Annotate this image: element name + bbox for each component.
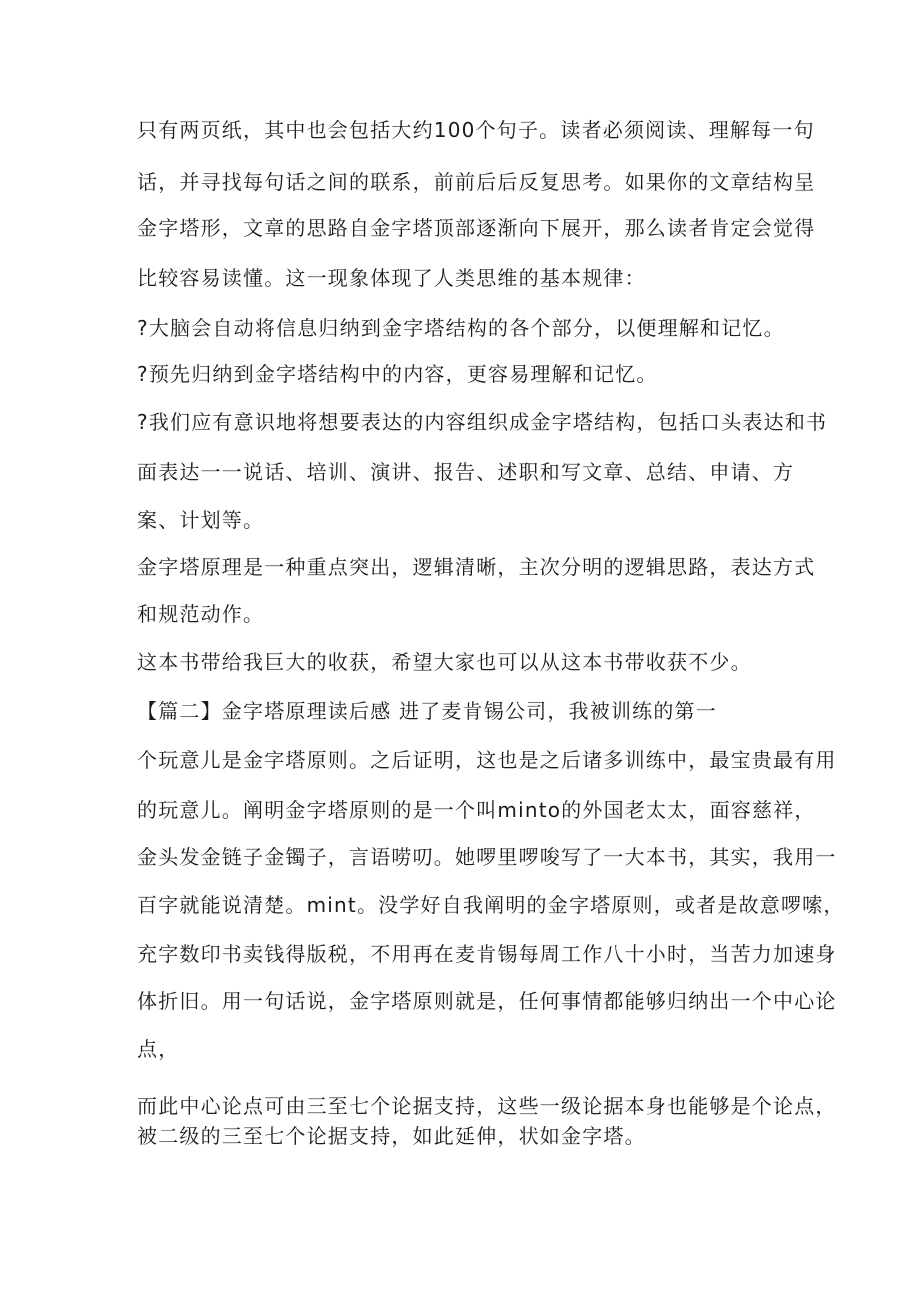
text-line: 百字就能说清楚。mint。没学好自我阐明的金字塔原则，或者是故意啰嗦， xyxy=(137,893,845,917)
text-line: 案、计划等。 xyxy=(137,508,265,532)
text-line: ?我们应有意识地将想要表达的内容组织成金字塔结构，包括口头表达和书 xyxy=(137,410,828,434)
text-line: 只有两页纸，其中也会包括大约100个句子。读者必须阅读、理解每一句 xyxy=(137,118,815,142)
text-line: 面表达一一说话、培训、演讲、报告、述职和写文章、总结、申请、方 xyxy=(137,460,795,484)
text-line: ?大脑会自动将信息归纳到金字塔结构的各个部分，以便理解和记忆。 xyxy=(137,316,785,340)
text-line: 个玩意儿是金字塔原则。之后证明，这也是之后诸多训练中，最宝贵最有用 xyxy=(137,748,837,772)
text-line: 充字数印书卖钱得版税，不用再在麦肯锡每周工作八十小时，当苦力加速身 xyxy=(137,942,837,966)
text-line: 金头发金链子金镯子，言语唠叨。她啰里啰唆写了一大本书，其实，我用一 xyxy=(137,845,837,869)
text-line: 被二级的三至七个论据支持，如此延伸，状如金字塔。 xyxy=(137,1124,646,1148)
text-line: 和规范动作。 xyxy=(137,602,265,626)
text-line: 金字塔原理是一种重点突出，逻辑清晰，主次分明的逻辑思路，表达方式 xyxy=(137,555,816,579)
text-line: 话，并寻找每句话之间的联系，前前后后反复思考。如果你的文章结构呈 xyxy=(137,170,816,194)
text-line: 而此中心论点可由三至七个论据支持，这些一级论据本身也能够是个论点， xyxy=(137,1094,837,1118)
text-line: 金字塔形，文章的思路自金字塔顶部逐渐向下展开，那么读者肯定会觉得 xyxy=(137,216,816,240)
text-line: 比较容易读懂。这一现象体现了人类思维的基本规律： xyxy=(137,266,646,290)
text-line: ?预先归纳到金字塔结构中的内容，更容易理解和记忆。 xyxy=(137,362,658,386)
text-line: 点， xyxy=(137,1037,180,1061)
text-line: 的玩意儿。阐明金字塔原则的是一个叫minto的外国老太太，面容慈祥， xyxy=(137,798,816,822)
text-line: 体折旧。用一句话说，金字塔原则就是，任何事情都能够归纳出一个中心论 xyxy=(137,989,837,1013)
section-heading-line: 【篇二】金字塔原理读后感 进了麦肯锡公司，我被训练的第一 xyxy=(137,699,717,723)
text-line: 这本书带给我巨大的收获，希望大家也可以从这本书带收获不少。 xyxy=(137,650,752,674)
